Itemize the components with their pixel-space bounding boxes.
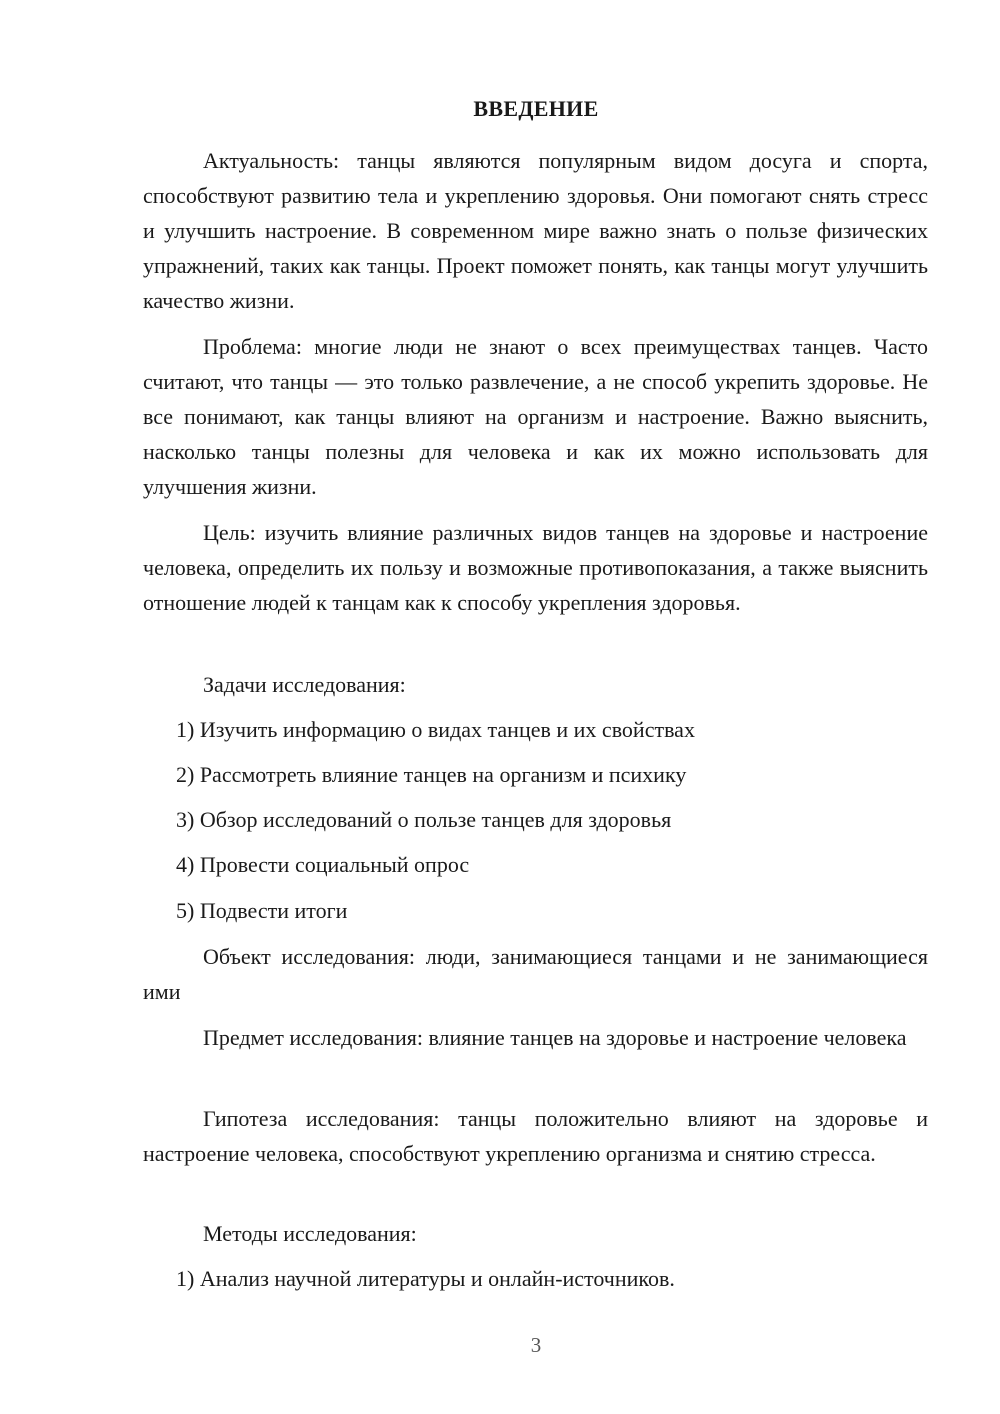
goal-paragraph: Цель: изучить влияние различных видов танцев на здоровье и настроение человека, определить их пользу и возможные противопоказания, а также выяснить отношение людей к танцам как к способу укрепления здоровья.	[143, 520, 928, 615]
methods-heading: Методы исследования:	[203, 1221, 417, 1246]
object-paragraph: Объект исследования: люди, занимающиеся танцами и не занимающиеся ими	[143, 944, 928, 1004]
task-item: 2) Рассмотреть влияние танцев на организм и психику	[176, 762, 687, 787]
task-item: 1) Изучить информацию о видах танцев и их свойствах	[176, 717, 695, 742]
task-item: 4) Провести социальный опрос	[176, 852, 470, 877]
section-title: ВВЕДЕНИЕ	[473, 96, 599, 121]
task-item: 3) Обзор исследований о пользе танцев для здоровья	[176, 807, 672, 832]
hypothesis-paragraph: Гипотеза исследования: танцы положительно влияют на здоровье и настроение человека, способствуют укреплению организма и снятию стресса.	[143, 1106, 928, 1166]
subject-paragraph: Предмет исследования: влияние танцев на здоровье и настроение человека	[203, 1025, 907, 1050]
method-item: 1) Анализ научной литературы и онлайн-источников.	[176, 1266, 675, 1291]
tasks-heading: Задачи исследования:	[203, 672, 406, 697]
page-number: 3	[530, 1333, 542, 1357]
task-item: 5) Подвести итоги	[176, 898, 348, 923]
problem-paragraph: Проблема: многие люди не знают о всех преимуществах танцев. Часто считают, что танцы — это только развлечение, а не способ укрепить здоровье. Не все понимают, как танцы влияют на организм и настроение. Важно выяснить, насколько танцы полезны для человека и как их можно использовать для улучшения жизни.	[143, 334, 928, 499]
relevance-paragraph: Актуальность: танцы являются популярным видом досуга и спорта, способствуют развитию тела и укреплению здоровья. Они помогают снять стресс и улучшить настроение. В современном мире важно знать о пользе физических упражнений, таких как танцы. Проект поможет понять, как танцы могут улучшить качество жизни.	[143, 148, 928, 313]
